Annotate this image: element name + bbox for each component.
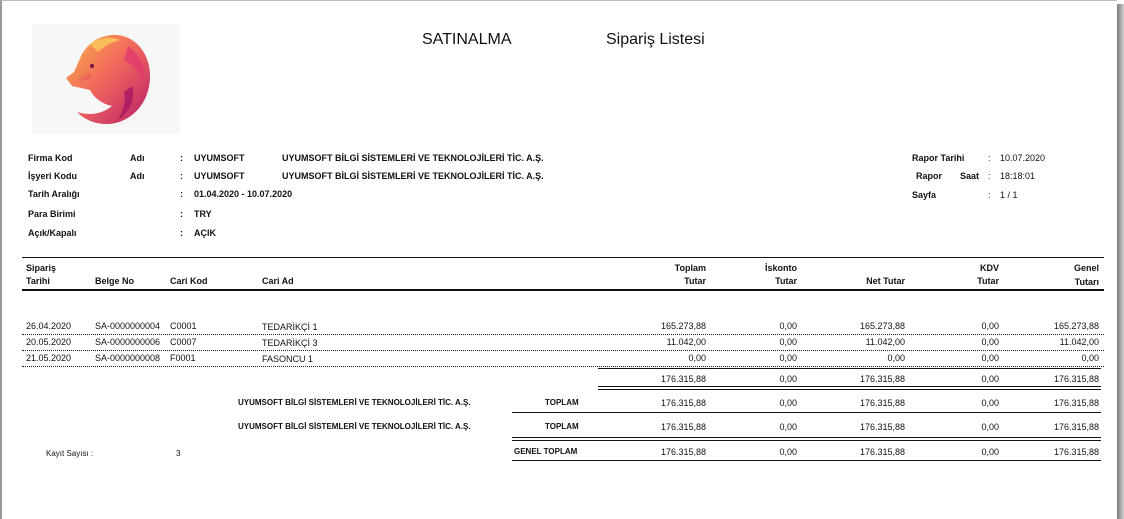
rapor-label: Rapor [916,171,943,181]
subtotal-iskonto: 0,00 [779,374,797,384]
row-separator [22,350,1104,351]
kayit-sayisi-value: 3 [176,449,181,458]
header-bottom-rule [22,289,1104,291]
row-cari-ad: TEDARİKÇİ 1 [262,322,318,332]
header-top-rule [22,257,1104,258]
footer-iskonto: 0,00 [779,447,797,457]
subtotal-net: 176.315,88 [859,374,905,384]
row-tarih: 26.04.2020 [26,321,72,331]
group-kdv: 0,00 [981,422,999,432]
group-name: UYUMSOFT BİLGİ SİSTEMLERİ VE TEKNOLOJİLERİ TİC. A.Ş. [238,422,471,431]
kayit-sayisi-label: Kayıt Sayısı : [46,449,94,458]
row-separator [22,366,1104,367]
group-genel: 176.315,88 [1053,422,1099,432]
group-toplam: 176.315,88 [660,422,706,432]
acik-kapali-value: AÇIK [194,228,216,238]
row-cari-kod: C0001 [170,321,197,331]
saat-label: Saat [960,171,980,181]
col-iskonto-1: İskonto [764,263,797,273]
col-siparis-tarihi-1: Sipariş [26,263,57,273]
group-net: 176.315,88 [859,398,905,408]
footer-net: 176.315,88 [859,447,905,457]
acik-kapali-label: Açık/Kapalı [28,228,77,238]
group-label: TOPLAM [545,422,579,431]
isyeri-adi-value: UYUMSOFT BİLGİ SİSTEMLERİ VE TEKNOLOJİLERİ TİC. A.Ş. [282,171,544,181]
row-toplam: 165.273,88 [660,321,706,331]
col-siparis-tarihi-2: Tarihi [26,276,50,286]
firma-kod-value: UYUMSOFT [194,153,245,163]
colon: : [180,228,183,238]
subtotal-kdv: 0,00 [981,374,999,384]
row-cari-kod: C0007 [170,337,197,347]
lion-logo [32,24,180,134]
genel-toplam-label: GENEL TOPLAM [514,447,578,456]
isyeri-kodu-value: UYUMSOFT [194,171,245,181]
para-birimi-value: TRY [194,209,212,219]
tarih-araligi-value: 01.04.2020 - 10.07.2020 [194,189,293,199]
colon: : [180,153,183,163]
col-toplam-tutar-1: Toplam [674,263,706,273]
row-genel: 165.273,88 [1053,321,1099,331]
group-rule [512,440,1101,441]
sayfa-label: Sayfa [912,190,937,200]
row-net: 165.273,88 [859,321,905,331]
colon: : [180,189,183,199]
group-toplam: 176.315,88 [660,398,706,408]
group-rule [512,412,1101,413]
para-birimi-label: Para Birimi [28,209,76,219]
group-iskonto: 0,00 [779,398,797,408]
module-title: SATINALMA [422,31,512,48]
row-kdv: 0,00 [981,321,999,331]
col-belge-no: Belge No [95,276,135,286]
row-iskonto: 0,00 [779,321,797,331]
row-genel: 0,00 [1081,353,1099,363]
firma-adi-label: Adı [130,153,145,163]
group-genel: 176.315,88 [1053,398,1099,408]
col-kdv-1: KDV [979,263,999,273]
row-belge-no: SA-0000000006 [95,337,161,347]
colon: : [988,153,991,163]
row-kdv: 0,00 [981,337,999,347]
col-net-tutar: Net Tutar [866,276,905,286]
isyeri-kodu-label: İşyeri Kodu [28,171,78,181]
col-genel-2: Tutarı [1074,277,1099,287]
row-net: 0,00 [887,353,905,363]
subtotal-genel: 176.315,88 [1053,374,1099,384]
sayfa-value: 1 / 1 [1000,190,1018,200]
saat-value: 18:18:01 [1000,171,1036,181]
row-belge-no: SA-0000000008 [95,353,161,363]
col-cari-kod: Cari Kod [170,276,208,286]
group-label: TOPLAM [545,398,579,407]
subtotal-double-rule [598,386,1101,387]
row-iskonto: 0,00 [779,337,797,347]
col-genel-1: Genel [1073,263,1099,273]
group-name: UYUMSOFT BİLGİ SİSTEMLERİ VE TEKNOLOJİLERİ TİC. A.Ş. [238,398,471,407]
rapor-tarihi-label: Rapor Tarihi [912,153,965,163]
lion-logo-icon [32,24,180,134]
firma-adi-value: UYUMSOFT BİLGİ SİSTEMLERİ VE TEKNOLOJİLERİ TİC. A.Ş. [282,153,544,163]
row-toplam: 0,00 [688,353,706,363]
firma-kod-label: Firma Kod [28,153,73,163]
footer-rule [512,460,1101,461]
col-kdv-2: Tutar [977,276,999,286]
row-tarih: 20.05.2020 [26,337,72,347]
footer-genel: 176.315,88 [1053,447,1099,457]
subtotal-rule [598,368,1101,369]
row-toplam: 11.042,00 [666,337,706,347]
col-iskonto-2: Tutar [775,276,797,286]
subtotal-toplam: 176.315,88 [660,374,706,384]
row-net: 11.042,00 [865,337,905,347]
group-iskonto: 0,00 [779,422,797,432]
footer-kdv: 0,00 [981,447,999,457]
colon: : [180,209,183,219]
rapor-tarihi-value: 10.07.2020 [1000,153,1046,163]
group-net: 176.315,88 [859,422,905,432]
row-genel: 11.042,00 [1059,337,1099,347]
row-separator [22,334,1104,335]
row-cari-ad: TEDARİKÇİ 3 [262,338,318,348]
colon: : [988,190,991,200]
col-toplam-tutar-2: Tutar [684,276,706,286]
footer-toplam: 176.315,88 [660,447,706,457]
row-belge-no: SA-0000000004 [95,321,161,331]
row-kdv: 0,00 [981,353,999,363]
report-title: Sipariş Listesi [606,31,705,48]
colon: : [180,171,183,181]
tarih-araligi-label: Tarih Aralığı [28,189,80,199]
row-iskonto: 0,00 [779,353,797,363]
row-cari-kod: F0001 [170,353,196,363]
col-cari-ad: Cari Ad [262,276,294,286]
row-tarih: 21.05.2020 [26,353,72,363]
subtotal-double-rule [598,389,1101,390]
row-cari-ad: FASONCU 1 [262,354,314,364]
colon: : [988,171,991,181]
isyeri-adi-label: Adı [130,171,145,181]
group-rule [512,437,1101,438]
group-kdv: 0,00 [981,398,999,408]
page-shadow [1117,4,1124,519]
